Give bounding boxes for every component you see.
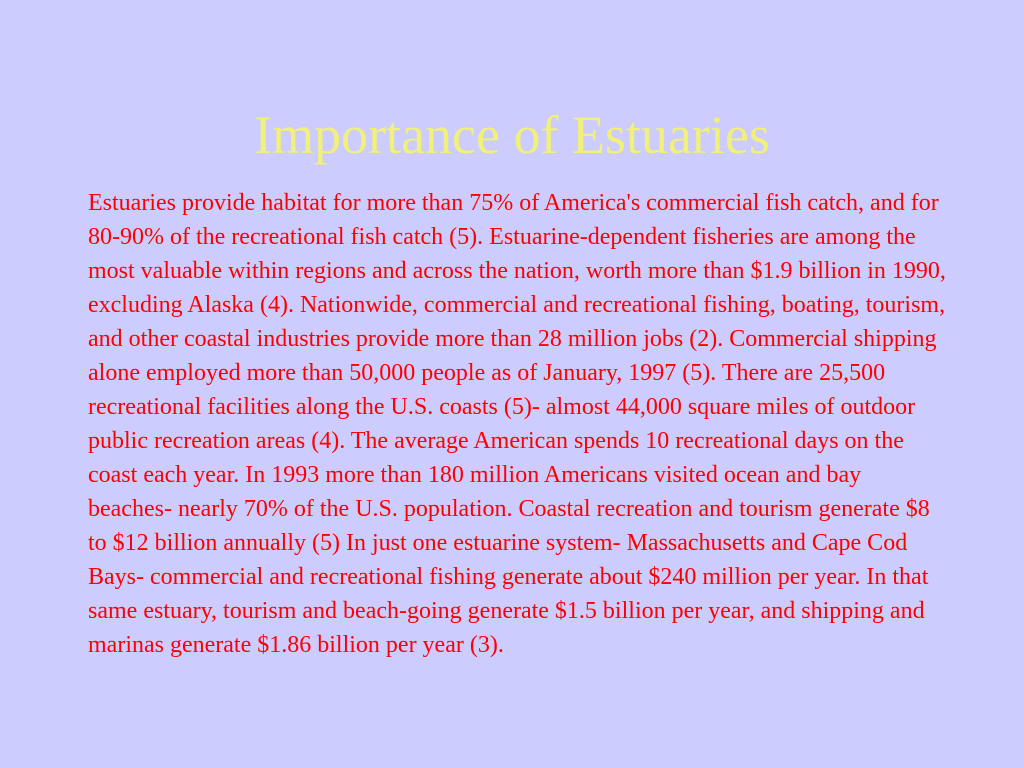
slide-title: Importance of Estuaries: [254, 105, 770, 165]
slide-body-text: Estuaries provide habitat for more than 75% of America's commercial fish catch, and for 80-90% of the recreational fish catch (5). Estuarine-dependent fisheries are among the most valuable within regions and across the nation, worth more than $1.9 billion in 1990, excluding Alaska (4). Nationwide, commercial and recreational fishing, boating, tourism, and other coastal industries provide more than 28 million jobs (2). Commercial shipping alone employed more than 50,000 people as of January, 1997 (5). There are 25,500 recreational facilities along the U.S. coasts (5)- almost 44,000 square miles of outdoor public recreation areas (4). The average American spends 10 recreational days on the coast each year. In 1993 more than 180 million Americans visited ocean and bay beaches- nearly 70% of the U.S. population. Coastal recreation and tourism generate $8 to $12 billion annually (5) In just one estuarine system- Massachusetts and Cape Cod Bays- commercial and recreational fishing generate about $240 million per year. In that same estuary, tourism and beach-going generate $1.5 billion per year, and shipping and marinas generate $1.86 billion per year (3).: [88, 190, 946, 658]
